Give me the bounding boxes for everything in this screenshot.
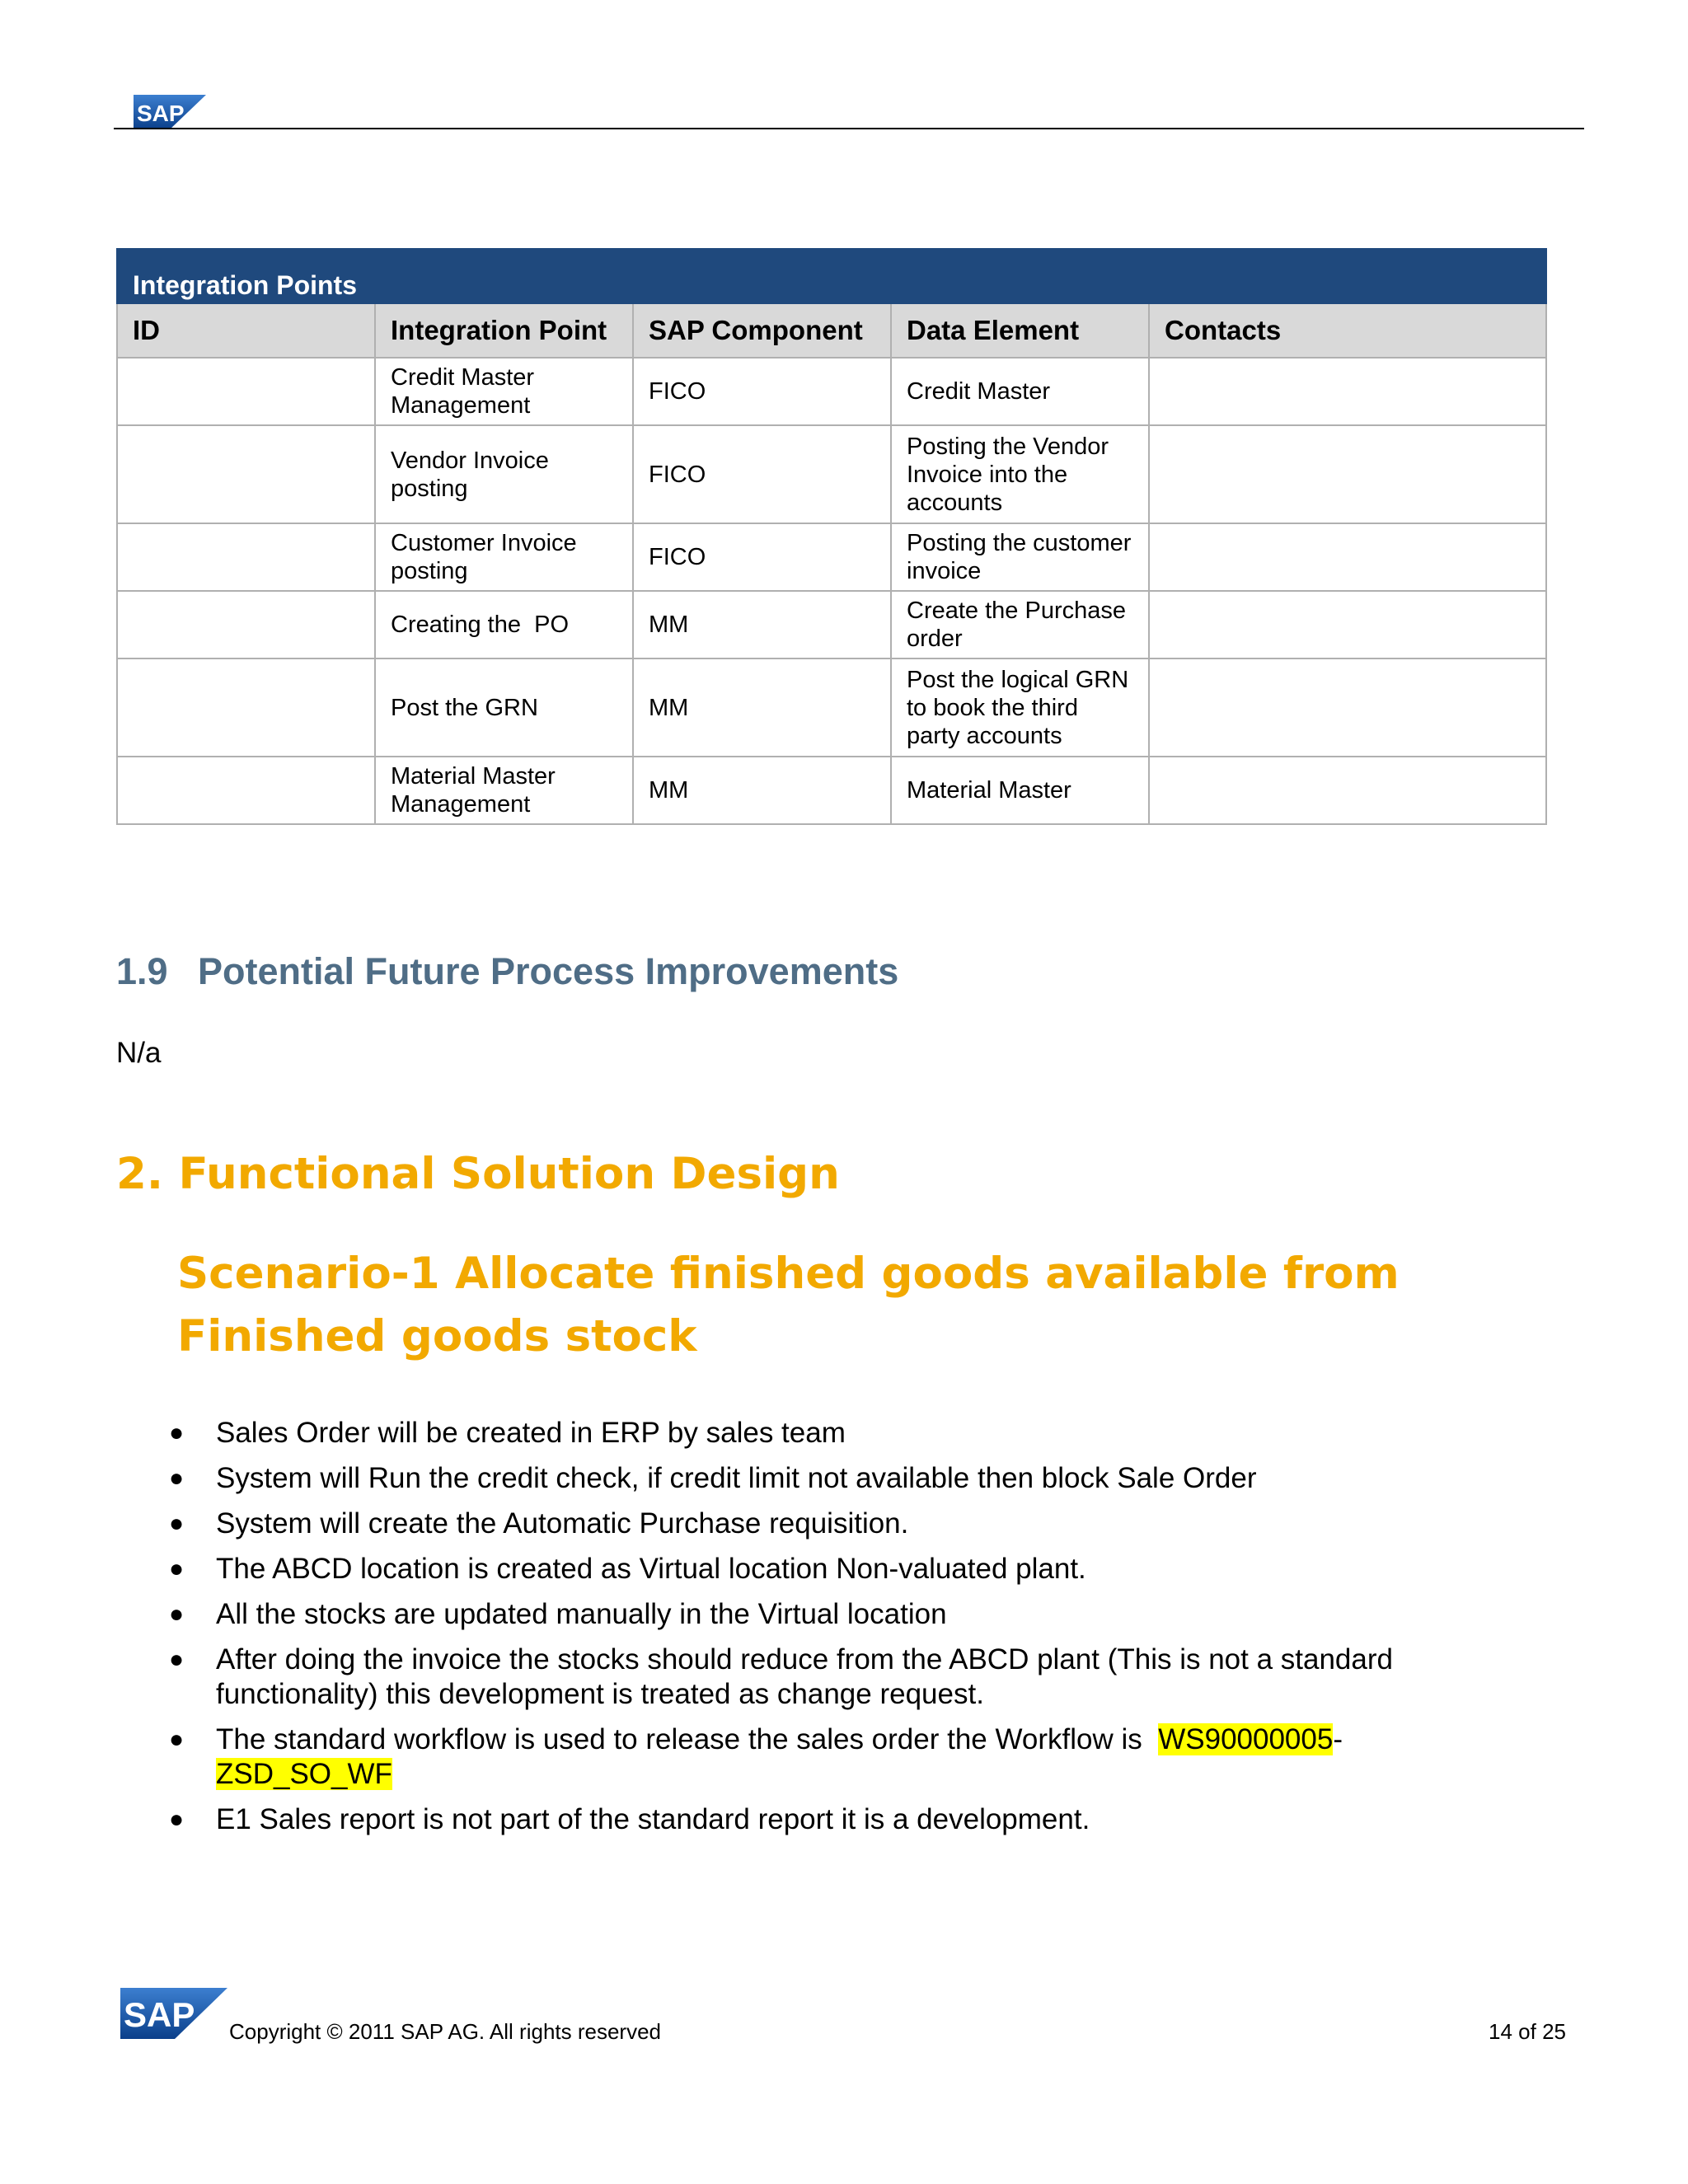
header-logo-text: SAP [137, 101, 185, 126]
section-1-9-body: N/a [116, 1037, 162, 1069]
cell-contacts [1149, 523, 1546, 591]
list-item [0, 1461, 1566, 1496]
list-item-text: All the stocks are updated manually in the Virtual location [216, 1598, 947, 1630]
cell-data-element: Credit Master [891, 358, 1149, 425]
column-header-contacts: Contacts [1149, 303, 1546, 358]
cell-data-element: Posting the customer invoice [891, 523, 1149, 591]
list-item-text: After doing the invoice the stocks should reduce from the ABCD plant (This is not a standard functionality) this development is treated as change request. [216, 1643, 1393, 1710]
cell-data-element: Post the logical GRN to book the third party accounts [891, 658, 1149, 757]
cell-data-element: Material Master [891, 757, 1149, 824]
cell-id [117, 757, 375, 824]
cell-data-element: Posting the Vendor Invoice into the accounts [891, 425, 1149, 523]
cell-sap-component: MM [633, 757, 891, 824]
workflow-id-highlight: WS90000005 [1158, 1723, 1334, 1755]
list-item [0, 1597, 1566, 1632]
column-header-data-element: Data Element [891, 303, 1149, 358]
cell-contacts [1149, 425, 1546, 523]
cell-integration-point: Credit Master Management [375, 358, 633, 425]
table-row [117, 523, 1546, 591]
bullet-icon: ● [169, 1465, 185, 1492]
scenario-heading: Scenario-1 Allocate finished goods available from Finished goods stock [177, 1249, 1400, 1361]
bullet-icon: ● [169, 1646, 185, 1673]
list-item [0, 1802, 1566, 1837]
table-row [117, 591, 1546, 658]
column-header-id: ID [117, 303, 375, 358]
cell-id [117, 591, 375, 658]
table-row [117, 425, 1546, 523]
section-number: 1.9 [116, 950, 168, 992]
cell-contacts [1149, 358, 1546, 425]
bullet-icon: ● [169, 1726, 185, 1753]
cell-sap-component: FICO [633, 523, 891, 591]
page-number: 14 of 25 [1489, 2019, 1566, 2044]
cell-contacts [1149, 658, 1546, 757]
list-item [0, 1722, 1566, 1792]
table-header-row [117, 303, 1546, 358]
list-item-text: System will Run the credit check, if credit limit not available then block Sale Order [216, 1462, 1257, 1494]
cell-contacts [1149, 591, 1546, 658]
section-title: Potential Future Process Improvements [198, 950, 899, 992]
cell-integration-point: Vendor Invoice posting [375, 425, 633, 523]
cell-contacts [1149, 757, 1546, 824]
header-rule [114, 128, 1584, 129]
cell-integration-point: Material Master Management [375, 757, 633, 824]
workflow-separator: - [1333, 1723, 1343, 1755]
list-item [0, 1552, 1566, 1586]
copyright-text: Copyright © 2011 SAP AG. All rights reserved [229, 2019, 662, 2044]
list-item [0, 1416, 1566, 1451]
list-item-text: E1 Sales report is not part of the standard report it is a development. [216, 1803, 1090, 1835]
list-item [0, 1643, 1566, 1712]
cell-integration-point: Customer Invoice posting [375, 523, 633, 591]
cell-sap-component: MM [633, 658, 891, 757]
cell-sap-component: FICO [633, 425, 891, 523]
footer-logo-text: SAP [124, 1995, 195, 2034]
bullet-icon: ● [169, 1555, 185, 1582]
table-row [117, 757, 1546, 824]
integration-points-table [116, 248, 1547, 825]
cell-data-element: Create the Purchase order [891, 591, 1149, 658]
cell-id [117, 425, 375, 523]
list-item [0, 1507, 1566, 1541]
bullet-icon: ● [169, 1806, 185, 1833]
cell-id [117, 358, 375, 425]
column-header-integration-point: Integration Point [375, 303, 633, 358]
workflow-name-highlight: ZSD_SO_WF [216, 1758, 392, 1790]
bullet-icon: ● [169, 1510, 185, 1537]
column-header-sap-component: SAP Component [633, 303, 891, 358]
functional-solution-design-heading: 2. Functional Solution Design [116, 1149, 840, 1199]
table-row [117, 358, 1546, 425]
cell-integration-point: Post the GRN [375, 658, 633, 757]
bullet-icon: ● [169, 1601, 185, 1628]
cell-id [117, 523, 375, 591]
sap-logo [134, 95, 206, 129]
list-item-text: Sales Order will be created in ERP by sales team [216, 1417, 846, 1449]
table-title-row [117, 249, 1546, 303]
table-row [117, 658, 1546, 757]
requirements-list [0, 1416, 1566, 1848]
cell-id [117, 658, 375, 757]
table-title: Integration Points [117, 249, 1546, 303]
cell-sap-component: FICO [633, 358, 891, 425]
cell-integration-point: Creating the PO [375, 591, 633, 658]
bullet-icon: ● [169, 1419, 185, 1446]
workflow-text: The standard workflow is used to release the sales order the Workflow is [216, 1723, 1159, 1755]
list-item-text: The ABCD location is created as Virtual location Non-valuated plant. [216, 1553, 1086, 1585]
sap-footer-logo [120, 1988, 227, 2039]
cell-sap-component: MM [633, 591, 891, 658]
list-item-text: System will create the Automatic Purchase requisition. [216, 1507, 909, 1540]
section-1-9-heading [116, 950, 898, 993]
